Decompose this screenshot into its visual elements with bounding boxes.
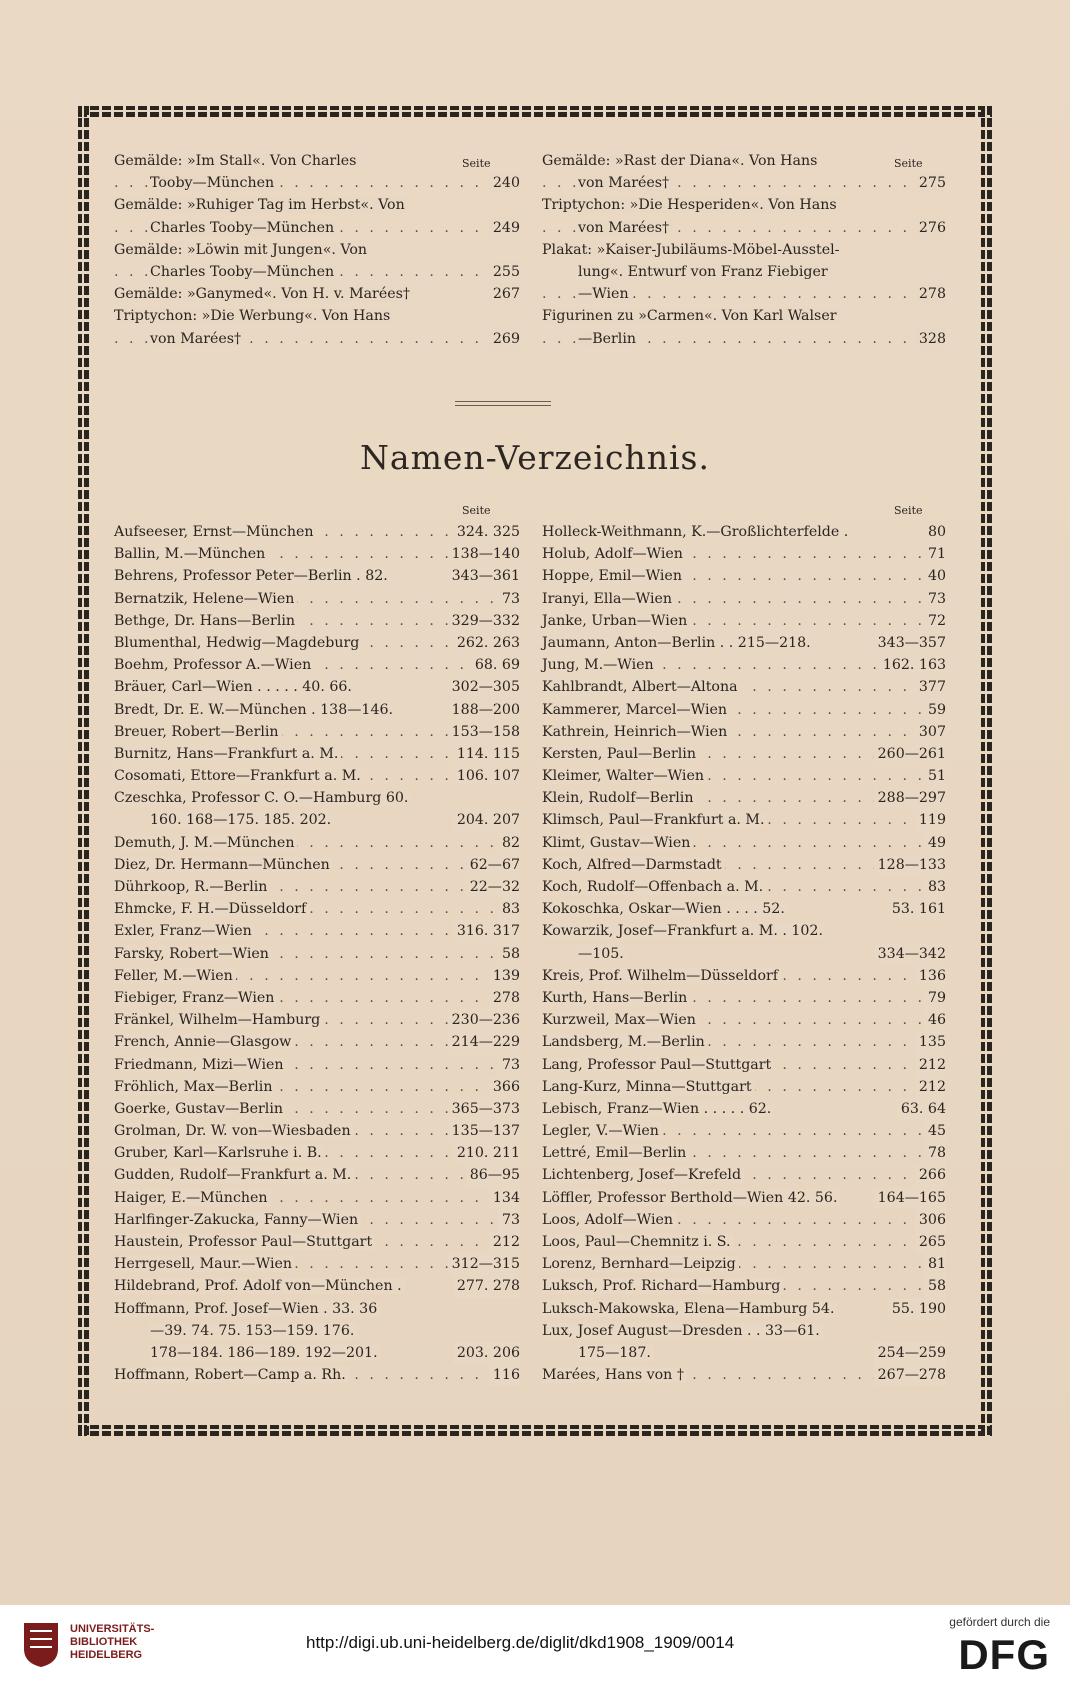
entry-page: 212 bbox=[915, 1076, 946, 1098]
entry-page: 79 bbox=[924, 987, 946, 1009]
entry-page: 134 bbox=[489, 1187, 520, 1209]
university-line-1: UNIVERSITÄTS- bbox=[70, 1623, 155, 1635]
entry-text: Fiebiger, Franz—Wien bbox=[114, 990, 277, 1006]
dfg-logo[interactable]: DFG bbox=[958, 1631, 1050, 1678]
entry-page: 324. 325 bbox=[453, 521, 520, 543]
entry-page: 73 bbox=[498, 1054, 520, 1076]
entry-page: 78 bbox=[924, 1142, 946, 1164]
entry-row bbox=[542, 787, 946, 809]
entry-page: 116 bbox=[489, 1364, 520, 1386]
entry-row bbox=[542, 1164, 946, 1186]
seite-header-names-right: Seite bbox=[894, 504, 923, 517]
entry-text: Gemälde: »Im Stall«. Von Charles bbox=[114, 153, 359, 169]
entry-page: 249 bbox=[489, 217, 520, 239]
entry-page: 260—261 bbox=[874, 743, 946, 765]
entry-row bbox=[114, 765, 520, 787]
entry-row bbox=[542, 1187, 946, 1209]
entry-row bbox=[542, 743, 946, 765]
entry-row bbox=[114, 610, 520, 632]
entry-text: Behrens, Professor Peter—Berlin . 82. bbox=[114, 568, 391, 584]
entry-text: Klimsch, Paul—Frankfurt a. M. bbox=[542, 812, 767, 828]
entry-row bbox=[542, 809, 946, 831]
entry-text: Aufseeser, Ernst—München bbox=[114, 524, 317, 540]
entry-row bbox=[542, 328, 946, 350]
entry-text: Charles Tooby—München bbox=[150, 264, 337, 280]
entry-row bbox=[542, 194, 946, 216]
entry-row bbox=[542, 1342, 946, 1364]
entry-page: 266 bbox=[915, 1164, 946, 1186]
entry-page: 59 bbox=[924, 699, 946, 721]
entry-text: Legler, V.—Wien bbox=[542, 1123, 662, 1139]
entry-page: 55. 190 bbox=[888, 1298, 946, 1320]
entry-row bbox=[542, 765, 946, 787]
entry-row bbox=[114, 565, 520, 587]
entry-row bbox=[114, 283, 520, 305]
entry-row bbox=[542, 1120, 946, 1142]
entry-row bbox=[542, 965, 946, 987]
entry-text: Plakat: »Kaiser-Jubiläums-Möbel-Ausstel- bbox=[542, 242, 842, 258]
entry-row bbox=[542, 1009, 946, 1031]
entry-text: Triptychon: »Die Hesperiden«. Von Hans bbox=[542, 197, 840, 213]
entry-row bbox=[542, 1209, 946, 1231]
entry-page: 188—200 bbox=[448, 699, 520, 721]
entry-page: 262. 263 bbox=[453, 632, 520, 654]
entry-page: 240 bbox=[489, 172, 520, 194]
entry-text: Koch, Alfred—Darmstadt bbox=[542, 857, 725, 873]
entry-text: Ballin, M.—München bbox=[114, 546, 268, 562]
entry-row bbox=[114, 239, 520, 261]
entry-row bbox=[542, 1031, 946, 1053]
entry-row bbox=[542, 1364, 946, 1386]
entry-row bbox=[542, 588, 946, 610]
entry-text: Kurth, Hans—Berlin bbox=[542, 990, 690, 1006]
entry-text: Bethge, Dr. Hans—Berlin bbox=[114, 613, 298, 629]
entry-text: Luksch, Prof. Richard—Hamburg bbox=[542, 1278, 783, 1294]
entry-text: Lettré, Emil—Berlin bbox=[542, 1145, 689, 1161]
entry-page: 343—361 bbox=[448, 565, 520, 587]
entry-page: 83 bbox=[498, 898, 520, 920]
entry-text: Janke, Urban—Wien bbox=[542, 613, 690, 629]
entry-page: 312—315 bbox=[448, 1253, 520, 1275]
entry-row bbox=[114, 1009, 520, 1031]
entry-row bbox=[114, 676, 520, 698]
entry-text: Klein, Rudolf—Berlin bbox=[542, 790, 696, 806]
entry-row bbox=[542, 305, 946, 327]
seite-header-top-right: Seite bbox=[894, 157, 923, 170]
entry-text: Kurzweil, Max—Wien bbox=[542, 1012, 699, 1028]
section-separator bbox=[455, 401, 551, 406]
entry-row bbox=[542, 1076, 946, 1098]
entry-text: Kowarzik, Josef—Frankfurt a. M. . 102. bbox=[542, 923, 826, 939]
entry-page: 276 bbox=[915, 217, 946, 239]
entry-text: Löffler, Professor Berthold—Wien 42. 56. bbox=[542, 1190, 840, 1206]
entry-page: 58 bbox=[498, 943, 520, 965]
entry-page: 72 bbox=[924, 610, 946, 632]
entry-text: Lang, Professor Paul—Stuttgart bbox=[542, 1057, 774, 1073]
entry-row bbox=[114, 743, 520, 765]
entry-text: Bredt, Dr. E. W.—München . 138—146. bbox=[114, 702, 396, 718]
entry-page: 62—67 bbox=[466, 854, 520, 876]
entry-page: 210. 211 bbox=[453, 1142, 520, 1164]
entry-page: 306 bbox=[915, 1209, 946, 1231]
entry-row bbox=[114, 854, 520, 876]
entry-text: Tooby—München bbox=[150, 175, 277, 191]
entry-page: 114. 115 bbox=[453, 743, 520, 765]
gemaelde-list-right bbox=[542, 150, 946, 350]
entry-page: 135 bbox=[915, 1031, 946, 1053]
entry-row bbox=[114, 632, 520, 654]
entry-page: 329—332 bbox=[448, 610, 520, 632]
university-seal-icon bbox=[20, 1619, 62, 1669]
entry-text: Exler, Franz—Wien bbox=[114, 923, 255, 939]
entry-page: 73 bbox=[498, 588, 520, 610]
entry-row bbox=[542, 1098, 946, 1120]
entry-row bbox=[542, 610, 946, 632]
entry-text: Kathrein, Heinrich—Wien bbox=[542, 724, 730, 740]
entry-page: 81 bbox=[924, 1253, 946, 1275]
entry-row bbox=[114, 543, 520, 565]
entry-row bbox=[114, 1031, 520, 1053]
entry-text: Iranyi, Ella—Wien bbox=[542, 591, 675, 607]
entry-row bbox=[542, 721, 946, 743]
university-line-2: BIBLIOTHEK bbox=[70, 1636, 138, 1648]
entry-row bbox=[114, 1142, 520, 1164]
entry-text: Kammerer, Marcel—Wien bbox=[542, 702, 730, 718]
entry-row bbox=[542, 1054, 946, 1076]
entry-text: von Marées† bbox=[578, 175, 672, 191]
gemaelde-list-left bbox=[114, 150, 520, 350]
entry-row bbox=[114, 1231, 520, 1253]
entry-row bbox=[114, 1120, 520, 1142]
entry-row bbox=[114, 809, 520, 831]
entry-text: Farsky, Robert—Wien bbox=[114, 946, 272, 962]
entry-page: 275 bbox=[915, 172, 946, 194]
entry-text: Harlfinger-Zakucka, Fanny—Wien bbox=[114, 1212, 361, 1228]
entry-text: Klimt, Gustav—Wien bbox=[542, 835, 693, 851]
entry-row bbox=[542, 898, 946, 920]
names-list-left bbox=[114, 521, 520, 1386]
page-title: Namen-Verzeichnis. bbox=[360, 438, 710, 477]
entry-text: Kokoschka, Oskar—Wien . . . . 52. bbox=[542, 901, 788, 917]
entry-text: Fröhlich, Max—Berlin bbox=[114, 1079, 275, 1095]
entry-page: 162. 163 bbox=[879, 654, 946, 676]
entry-page: 80 bbox=[924, 521, 946, 543]
entry-row bbox=[114, 1342, 520, 1364]
border-bottom bbox=[78, 1425, 992, 1436]
entry-text: —39. 74. 75. 153—159. 176. bbox=[150, 1323, 357, 1339]
entry-page: 302—305 bbox=[448, 676, 520, 698]
entry-text: Landsberg, M.—Berlin bbox=[542, 1034, 708, 1050]
entry-page: 254—259 bbox=[874, 1342, 946, 1364]
entry-text: Gudden, Rudolf—Frankfurt a. M. bbox=[114, 1167, 354, 1183]
entry-page: 106. 107 bbox=[453, 765, 520, 787]
entry-text: 160. 168—175. 185. 202. bbox=[150, 812, 334, 828]
entry-row bbox=[542, 1253, 946, 1275]
entry-row bbox=[114, 943, 520, 965]
entry-row bbox=[542, 832, 946, 854]
entry-row bbox=[542, 943, 946, 965]
entry-row bbox=[542, 565, 946, 587]
entry-page: 119 bbox=[915, 809, 946, 831]
entry-page: 255 bbox=[489, 261, 520, 283]
entry-text: Grolman, Dr. W. von—Wiesbaden bbox=[114, 1123, 354, 1139]
entry-text: —Wien bbox=[578, 286, 632, 302]
entry-text: Feller, M.—Wien bbox=[114, 968, 236, 984]
names-list-right bbox=[542, 521, 946, 1386]
entry-row bbox=[114, 654, 520, 676]
entry-row bbox=[114, 521, 520, 543]
entry-row bbox=[542, 261, 946, 283]
entry-text: Blumenthal, Hedwig—Magdeburg bbox=[114, 635, 362, 651]
entry-text: Friedmann, Mizi—Wien bbox=[114, 1057, 287, 1073]
entry-text: French, Annie—Glasgow bbox=[114, 1034, 294, 1050]
entry-page: 86—95 bbox=[466, 1164, 520, 1186]
entry-row bbox=[114, 172, 520, 194]
entry-text: Lichtenberg, Josef—Krefeld bbox=[542, 1167, 744, 1183]
entry-page: 277. 278 bbox=[453, 1275, 520, 1297]
entry-page: 138—140 bbox=[448, 543, 520, 565]
entry-page: 128—133 bbox=[874, 854, 946, 876]
entry-text: Gemälde: »Rast der Diana«. Von Hans bbox=[542, 153, 820, 169]
entry-page: 68. 69 bbox=[471, 654, 520, 676]
entry-text: Gruber, Karl—Karlsruhe i. B. bbox=[114, 1145, 325, 1161]
entry-page: 139 bbox=[489, 965, 520, 987]
entry-text: Fränkel, Wilhelm—Hamburg bbox=[114, 1012, 323, 1028]
entry-row bbox=[114, 787, 520, 809]
entry-page: 334—342 bbox=[874, 943, 946, 965]
document-url-link[interactable]: http://digi.ub.uni-heidelberg.de/diglit/dkd1908_1909/0014 bbox=[306, 1633, 735, 1652]
entry-page: 366 bbox=[489, 1076, 520, 1098]
entry-row bbox=[114, 261, 520, 283]
entry-row bbox=[114, 305, 520, 327]
entry-row bbox=[114, 987, 520, 1009]
entry-text: Dührkoop, R.—Berlin bbox=[114, 879, 270, 895]
entry-row bbox=[542, 854, 946, 876]
entry-text: Jaumann, Anton—Berlin . . 215—218. bbox=[542, 635, 814, 651]
entry-page: 204. 207 bbox=[453, 809, 520, 831]
entry-page: 343—357 bbox=[874, 632, 946, 654]
entry-row bbox=[114, 1187, 520, 1209]
entry-text: Kersten, Paul—Berlin bbox=[542, 746, 699, 762]
seite-header-names-left: Seite bbox=[462, 504, 491, 517]
entry-text: Triptychon: »Die Werbung«. Von Hans bbox=[114, 308, 393, 324]
entry-row bbox=[114, 194, 520, 216]
entry-row bbox=[114, 588, 520, 610]
entry-page: 365—373 bbox=[448, 1098, 520, 1120]
entry-text: Hoffmann, Robert—Camp a. Rh. bbox=[114, 1367, 349, 1383]
entry-page: 267—278 bbox=[874, 1364, 946, 1386]
entry-text: Diez, Dr. Hermann—München bbox=[114, 857, 333, 873]
entry-row bbox=[542, 920, 946, 942]
university-line-3: HEIDELBERG bbox=[70, 1649, 143, 1661]
entry-text: Lebisch, Franz—Wien . . . . . 62. bbox=[542, 1101, 774, 1117]
entry-row bbox=[542, 1231, 946, 1253]
entry-row bbox=[542, 172, 946, 194]
entry-page: 73 bbox=[924, 588, 946, 610]
entry-page: 46 bbox=[924, 1009, 946, 1031]
entry-page: 214—229 bbox=[448, 1031, 520, 1053]
entry-text: 175—187. bbox=[578, 1345, 654, 1361]
border-left bbox=[78, 106, 89, 1436]
border-right bbox=[981, 106, 992, 1436]
entry-page: 265 bbox=[915, 1231, 946, 1253]
entry-text: Haustein, Professor Paul—Stuttgart bbox=[114, 1234, 375, 1250]
entry-page: 73 bbox=[498, 1209, 520, 1231]
entry-row bbox=[542, 150, 946, 172]
entry-page: 307 bbox=[915, 721, 946, 743]
entry-row bbox=[114, 1275, 520, 1297]
entry-text: Loos, Adolf—Wien bbox=[542, 1212, 676, 1228]
entry-page: 278 bbox=[489, 987, 520, 1009]
entry-row bbox=[542, 239, 946, 261]
entry-text: Cosomati, Ettore—Frankfurt a. M. bbox=[114, 768, 364, 784]
entry-page: 71 bbox=[924, 543, 946, 565]
entry-page: 278 bbox=[915, 283, 946, 305]
entry-text: Hoppe, Emil—Wien bbox=[542, 568, 685, 584]
entry-text: Hoffmann, Prof. Josef—Wien . 33. 36 bbox=[114, 1301, 380, 1317]
entry-text: Marées, Hans von † bbox=[542, 1367, 687, 1383]
entry-page: 53. 161 bbox=[888, 898, 946, 920]
entry-row bbox=[542, 987, 946, 1009]
entry-text: Breuer, Robert—Berlin bbox=[114, 724, 282, 740]
entry-text: Hildebrand, Prof. Adolf von—München . bbox=[114, 1278, 405, 1294]
entry-text: Gemälde: »Ruhiger Tag im Herbst«. Von bbox=[114, 197, 408, 213]
entry-row bbox=[114, 1320, 520, 1342]
entry-row bbox=[114, 1076, 520, 1098]
entry-row bbox=[114, 699, 520, 721]
entry-text: Ehmcke, F. H.—Düsseldorf bbox=[114, 901, 309, 917]
entry-row bbox=[114, 1054, 520, 1076]
entry-page: 328 bbox=[915, 328, 946, 350]
entry-page: 40 bbox=[924, 565, 946, 587]
entry-text: Charles Tooby—München bbox=[150, 220, 337, 236]
entry-text: Gemälde: »Ganymed«. Von H. v. Marées† bbox=[114, 286, 413, 302]
entry-text: Lux, Josef August—Dresden . . 33—61. bbox=[542, 1323, 823, 1339]
entry-page: 164—165 bbox=[874, 1187, 946, 1209]
entry-row bbox=[542, 1320, 946, 1342]
entry-text: Gemälde: »Löwin mit Jungen«. Von bbox=[114, 242, 370, 258]
entry-text: Koch, Rudolf—Offenbach a. M. bbox=[542, 879, 766, 895]
entry-text: Holleck-Weithmann, K.—Großlichterfelde . bbox=[542, 524, 851, 540]
entry-page: 212 bbox=[489, 1231, 520, 1253]
entry-row bbox=[114, 150, 520, 172]
entry-row bbox=[114, 1298, 520, 1320]
entry-page: 212 bbox=[915, 1054, 946, 1076]
entry-text: Kreis, Prof. Wilhelm—Düsseldorf bbox=[542, 968, 781, 984]
entry-row bbox=[114, 1164, 520, 1186]
entry-text: Herrgesell, Maur.—Wien bbox=[114, 1256, 295, 1272]
entry-row bbox=[542, 1298, 946, 1320]
entry-page: 49 bbox=[924, 832, 946, 854]
entry-page: 45 bbox=[924, 1120, 946, 1142]
entry-text: Kleimer, Walter—Wien bbox=[542, 768, 707, 784]
entry-text: Burnitz, Hans—Frankfurt a. M. bbox=[114, 746, 341, 762]
entry-row bbox=[542, 217, 946, 239]
entry-text: lung«. Entwurf von Franz Fiebiger bbox=[578, 264, 831, 280]
entry-row bbox=[542, 876, 946, 898]
entry-text: Demuth, J. M.—München bbox=[114, 835, 297, 851]
entry-text: Holub, Adolf—Wien bbox=[542, 546, 686, 562]
entry-row bbox=[114, 1253, 520, 1275]
seite-header-top-left: Seite bbox=[462, 157, 491, 170]
entry-text: Bräuer, Carl—Wien . . . . . 40. 66. bbox=[114, 679, 355, 695]
entry-row bbox=[542, 283, 946, 305]
entry-row bbox=[114, 1098, 520, 1120]
entry-page: 51 bbox=[924, 765, 946, 787]
entry-page: 153—158 bbox=[448, 721, 520, 743]
entry-page: 230—236 bbox=[448, 1009, 520, 1031]
entry-page: 63. 64 bbox=[897, 1098, 946, 1120]
entry-text: Haiger, E.—München bbox=[114, 1190, 271, 1206]
entry-row bbox=[114, 876, 520, 898]
funded-by-label: gefördert durch die bbox=[949, 1615, 1050, 1629]
entry-page: 135—137 bbox=[448, 1120, 520, 1142]
entry-text: Kahlbrandt, Albert—Altona bbox=[542, 679, 741, 695]
entry-page: 203. 206 bbox=[453, 1342, 520, 1364]
entry-row bbox=[114, 920, 520, 942]
entry-page: 83 bbox=[924, 876, 946, 898]
entry-row bbox=[542, 1275, 946, 1297]
entry-page: 136 bbox=[915, 965, 946, 987]
entry-text: —105. bbox=[578, 946, 627, 962]
entry-row bbox=[114, 1364, 520, 1386]
entry-text: —Berlin bbox=[578, 331, 639, 347]
entry-row bbox=[114, 898, 520, 920]
entry-row bbox=[114, 217, 520, 239]
entry-row bbox=[114, 965, 520, 987]
entry-page: 58 bbox=[924, 1275, 946, 1297]
entry-text: Lang-Kurz, Minna—Stuttgart bbox=[542, 1079, 755, 1095]
entry-text: 178—184. 186—189. 192—201. bbox=[150, 1345, 381, 1361]
entry-text: Bernatzik, Helene—Wien bbox=[114, 591, 297, 607]
entry-row bbox=[542, 1142, 946, 1164]
entry-row bbox=[542, 676, 946, 698]
entry-text: von Marées† bbox=[578, 220, 672, 236]
footer-bar bbox=[0, 1605, 1070, 1685]
entry-text: Luksch-Makowska, Elena—Hamburg 54. bbox=[542, 1301, 837, 1317]
entry-row bbox=[114, 1209, 520, 1231]
entry-page: 288—297 bbox=[874, 787, 946, 809]
entry-page: 377 bbox=[915, 676, 946, 698]
entry-row bbox=[114, 832, 520, 854]
entry-row bbox=[542, 654, 946, 676]
entry-row bbox=[114, 328, 520, 350]
entry-row bbox=[542, 632, 946, 654]
entry-page: 82 bbox=[498, 832, 520, 854]
entry-text: Czeschka, Professor C. O.—Hamburg 60. bbox=[114, 790, 411, 806]
entry-row bbox=[542, 521, 946, 543]
entry-text: Boehm, Professor A.—Wien bbox=[114, 657, 314, 673]
university-label[interactable] bbox=[70, 1623, 154, 1662]
border-top bbox=[78, 106, 992, 117]
entry-text: Figurinen zu »Carmen«. Von Karl Walser bbox=[542, 308, 840, 324]
entry-page: 267 bbox=[489, 283, 520, 305]
entry-text: Loos, Paul—Chemnitz i. S. bbox=[542, 1234, 734, 1250]
entry-text: Jung, M.—Wien bbox=[542, 657, 657, 673]
entry-page: 22—32 bbox=[466, 876, 520, 898]
entry-row bbox=[114, 721, 520, 743]
entry-row bbox=[542, 543, 946, 565]
entry-text: Lorenz, Bernhard—Leipzig bbox=[542, 1256, 739, 1272]
entry-page: 316. 317 bbox=[453, 920, 520, 942]
entry-text: von Marées† bbox=[150, 331, 244, 347]
entry-row bbox=[542, 699, 946, 721]
entry-page: 269 bbox=[489, 328, 520, 350]
entry-text: Goerke, Gustav—Berlin bbox=[114, 1101, 286, 1117]
